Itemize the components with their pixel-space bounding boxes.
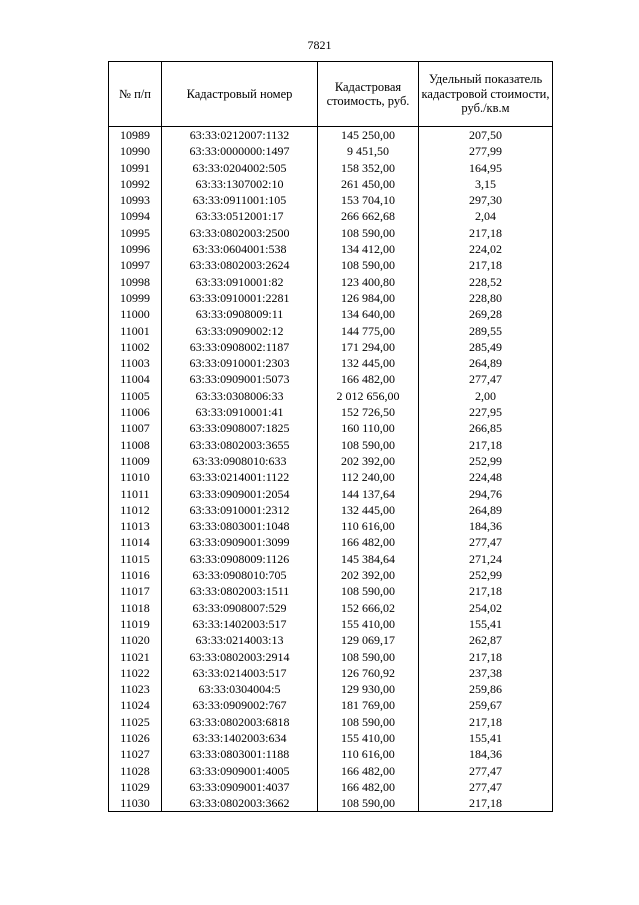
table-row [109, 453, 553, 469]
cell-row-number: 11017 [109, 583, 162, 599]
cell-specific-value: 207,50 [419, 127, 553, 144]
table-row [109, 437, 553, 453]
cell-cadastral-value: 132 445,00 [318, 502, 419, 518]
cell-cadastral-number: 63:33:0802003:2500 [162, 225, 318, 241]
table-row [109, 257, 553, 273]
cell-row-number: 11026 [109, 730, 162, 746]
cell-specific-value: 269,28 [419, 306, 553, 322]
cell-cadastral-value: 9 451,50 [318, 143, 419, 159]
table-row [109, 763, 553, 779]
table-row [109, 567, 553, 583]
header-row [109, 62, 553, 127]
cell-cadastral-number: 63:33:0802003:3655 [162, 437, 318, 453]
cell-row-number: 11000 [109, 306, 162, 322]
cell-cadastral-value: 129 069,17 [318, 632, 419, 648]
cell-cadastral-number: 63:33:1402003:517 [162, 616, 318, 632]
header-cadastral-value: Кадастровая стоимость, руб. [318, 62, 419, 127]
cell-cadastral-number: 63:33:0909002:767 [162, 697, 318, 713]
cell-row-number: 11022 [109, 665, 162, 681]
cell-row-number: 11008 [109, 437, 162, 453]
cell-cadastral-number: 63:33:0908010:705 [162, 567, 318, 583]
cell-cadastral-value: 171 294,00 [318, 339, 419, 355]
cell-cadastral-number: 63:33:0214003:13 [162, 632, 318, 648]
cell-cadastral-number: 63:33:0910001:82 [162, 274, 318, 290]
table-row [109, 714, 553, 730]
cell-cadastral-value: 108 590,00 [318, 437, 419, 453]
cell-row-number: 11001 [109, 323, 162, 339]
cell-cadastral-value: 110 616,00 [318, 518, 419, 534]
cell-cadastral-value: 158 352,00 [318, 160, 419, 176]
cell-row-number: 11030 [109, 795, 162, 812]
cell-row-number: 11002 [109, 339, 162, 355]
cell-cadastral-number: 63:33:0308006:33 [162, 388, 318, 404]
cell-cadastral-value: 108 590,00 [318, 225, 419, 241]
cell-specific-value: 264,89 [419, 502, 553, 518]
cell-row-number: 10992 [109, 176, 162, 192]
cell-row-number: 11009 [109, 453, 162, 469]
cell-specific-value: 264,89 [419, 355, 553, 371]
cell-specific-value: 277,47 [419, 779, 553, 795]
table-row [109, 746, 553, 762]
cell-cadastral-number: 63:33:0802003:6818 [162, 714, 318, 730]
cell-cadastral-value: 166 482,00 [318, 534, 419, 550]
header-cadastral-number: Кадастровый номер [162, 62, 318, 127]
cell-specific-value: 277,47 [419, 534, 553, 550]
table-row [109, 143, 553, 159]
cell-specific-value: 254,02 [419, 600, 553, 616]
table-row [109, 730, 553, 746]
cell-row-number: 11029 [109, 779, 162, 795]
cell-row-number: 11014 [109, 534, 162, 550]
cell-cadastral-value: 202 392,00 [318, 453, 419, 469]
cell-specific-value: 184,36 [419, 518, 553, 534]
cell-specific-value: 3,15 [419, 176, 553, 192]
cell-specific-value: 277,47 [419, 763, 553, 779]
cell-specific-value: 217,18 [419, 649, 553, 665]
cell-row-number: 10989 [109, 127, 162, 144]
cell-row-number: 11018 [109, 600, 162, 616]
table-row [109, 502, 553, 518]
cell-row-number: 11023 [109, 681, 162, 697]
cell-specific-value: 228,80 [419, 290, 553, 306]
cell-specific-value: 217,18 [419, 225, 553, 241]
cell-specific-value: 277,99 [419, 143, 553, 159]
cell-specific-value: 266,85 [419, 420, 553, 436]
cell-row-number: 11019 [109, 616, 162, 632]
cell-cadastral-value: 129 930,00 [318, 681, 419, 697]
cell-cadastral-number: 63:33:0910001:2312 [162, 502, 318, 518]
cell-row-number: 10991 [109, 160, 162, 176]
table-row [109, 486, 553, 502]
cell-cadastral-value: 2 012 656,00 [318, 388, 419, 404]
cell-row-number: 11024 [109, 697, 162, 713]
cell-cadastral-number: 63:33:0910001:2281 [162, 290, 318, 306]
table-row [109, 290, 553, 306]
cell-specific-value: 228,52 [419, 274, 553, 290]
cell-row-number: 11027 [109, 746, 162, 762]
table-row [109, 241, 553, 257]
cell-cadastral-number: 63:33:0909001:4005 [162, 763, 318, 779]
table-row [109, 583, 553, 599]
cell-cadastral-number: 63:33:0802003:3662 [162, 795, 318, 812]
table-row [109, 665, 553, 681]
cell-cadastral-value: 181 769,00 [318, 697, 419, 713]
table-header [109, 62, 553, 127]
table-row [109, 551, 553, 567]
cell-row-number: 10994 [109, 208, 162, 224]
table-row [109, 404, 553, 420]
cell-cadastral-value: 132 445,00 [318, 355, 419, 371]
cell-cadastral-number: 63:33:0803001:1188 [162, 746, 318, 762]
cell-cadastral-value: 134 640,00 [318, 306, 419, 322]
cell-row-number: 10990 [109, 143, 162, 159]
cell-cadastral-value: 126 984,00 [318, 290, 419, 306]
cell-row-number: 11020 [109, 632, 162, 648]
cell-specific-value: 2,00 [419, 388, 553, 404]
table-row [109, 306, 553, 322]
table-row [109, 616, 553, 632]
cell-cadastral-number: 63:33:0908009:1126 [162, 551, 318, 567]
cell-cadastral-value: 108 590,00 [318, 257, 419, 273]
cell-specific-value: 217,18 [419, 714, 553, 730]
cell-specific-value: 155,41 [419, 616, 553, 632]
table-row [109, 632, 553, 648]
cell-cadastral-number: 63:33:0802003:1511 [162, 583, 318, 599]
header-row-number: № п/п [109, 62, 162, 127]
cell-row-number: 11007 [109, 420, 162, 436]
cell-specific-value: 252,99 [419, 567, 553, 583]
table-row [109, 160, 553, 176]
table-row [109, 795, 553, 812]
table-row [109, 323, 553, 339]
cell-cadastral-value: 123 400,80 [318, 274, 419, 290]
cell-cadastral-value: 166 482,00 [318, 779, 419, 795]
table-row [109, 274, 553, 290]
cell-cadastral-value: 110 616,00 [318, 746, 419, 762]
cell-specific-value: 217,18 [419, 257, 553, 273]
cell-row-number: 10993 [109, 192, 162, 208]
table-row [109, 534, 553, 550]
cell-cadastral-value: 108 590,00 [318, 714, 419, 730]
cell-cadastral-value: 108 590,00 [318, 583, 419, 599]
cell-cadastral-number: 63:33:1307002:10 [162, 176, 318, 192]
cell-cadastral-value: 152 666,02 [318, 600, 419, 616]
table-row [109, 208, 553, 224]
cell-specific-value: 259,86 [419, 681, 553, 697]
cell-specific-value: 217,18 [419, 795, 553, 812]
cell-specific-value: 2,04 [419, 208, 553, 224]
cell-row-number: 10996 [109, 241, 162, 257]
cell-cadastral-value: 261 450,00 [318, 176, 419, 192]
table-row [109, 388, 553, 404]
cell-cadastral-number: 63:33:0910001:2303 [162, 355, 318, 371]
cell-cadastral-value: 126 760,92 [318, 665, 419, 681]
cell-cadastral-value: 145 250,00 [318, 127, 419, 144]
cell-row-number: 11011 [109, 486, 162, 502]
cell-specific-value: 217,18 [419, 583, 553, 599]
cell-row-number: 11015 [109, 551, 162, 567]
cell-row-number: 11005 [109, 388, 162, 404]
cell-specific-value: 164,95 [419, 160, 553, 176]
cell-specific-value: 155,41 [419, 730, 553, 746]
cell-row-number: 11025 [109, 714, 162, 730]
table-row [109, 339, 553, 355]
cell-cadastral-number: 63:33:0908007:529 [162, 600, 318, 616]
cell-row-number: 11010 [109, 469, 162, 485]
table-row [109, 600, 553, 616]
cell-row-number: 11006 [109, 404, 162, 420]
cell-cadastral-value: 266 662,68 [318, 208, 419, 224]
table-body [109, 127, 553, 812]
cell-cadastral-value: 112 240,00 [318, 469, 419, 485]
cell-row-number: 11004 [109, 371, 162, 387]
cell-specific-value: 227,95 [419, 404, 553, 420]
cell-row-number: 11016 [109, 567, 162, 583]
cell-cadastral-value: 202 392,00 [318, 567, 419, 583]
cell-cadastral-number: 63:33:0908002:1187 [162, 339, 318, 355]
cell-row-number: 11012 [109, 502, 162, 518]
cell-specific-value: 259,67 [419, 697, 553, 713]
cell-row-number: 11013 [109, 518, 162, 534]
cell-cadastral-value: 145 384,64 [318, 551, 419, 567]
page-number: 7821 [307, 38, 332, 52]
cell-row-number: 10998 [109, 274, 162, 290]
cell-specific-value: 294,76 [419, 486, 553, 502]
table-row [109, 420, 553, 436]
cell-cadastral-number: 63:33:0803001:1048 [162, 518, 318, 534]
cell-cadastral-value: 153 704,10 [318, 192, 419, 208]
cell-specific-value: 262,87 [419, 632, 553, 648]
table-row [109, 681, 553, 697]
table-row [109, 697, 553, 713]
table-row [109, 779, 553, 795]
cell-cadastral-number: 63:33:1402003:634 [162, 730, 318, 746]
cell-row-number: 10999 [109, 290, 162, 306]
cadastral-value-table [108, 61, 553, 812]
cell-cadastral-number: 63:33:0802003:2624 [162, 257, 318, 273]
cell-specific-value: 289,55 [419, 323, 553, 339]
cell-cadastral-number: 63:33:0909001:2054 [162, 486, 318, 502]
cell-cadastral-value: 144 775,00 [318, 323, 419, 339]
cell-specific-value: 271,24 [419, 551, 553, 567]
cell-specific-value: 277,47 [419, 371, 553, 387]
cell-row-number: 11003 [109, 355, 162, 371]
cell-cadastral-value: 166 482,00 [318, 763, 419, 779]
table-row [109, 355, 553, 371]
cell-cadastral-value: 134 412,00 [318, 241, 419, 257]
cell-cadastral-number: 63:33:0802003:2914 [162, 649, 318, 665]
table-row [109, 518, 553, 534]
cell-cadastral-number: 63:33:0212007:1132 [162, 127, 318, 144]
cell-row-number: 11021 [109, 649, 162, 665]
table-row [109, 225, 553, 241]
cell-cadastral-number: 63:33:0214001:1122 [162, 469, 318, 485]
cell-cadastral-number: 63:33:0908010:633 [162, 453, 318, 469]
cell-cadastral-number: 63:33:0909001:3099 [162, 534, 318, 550]
cell-specific-value: 184,36 [419, 746, 553, 762]
cell-cadastral-number: 63:33:0214003:517 [162, 665, 318, 681]
table-row [109, 176, 553, 192]
cell-cadastral-number: 63:33:0908009:11 [162, 306, 318, 322]
cell-row-number: 10997 [109, 257, 162, 273]
table-row [109, 127, 553, 144]
cell-specific-value: 285,49 [419, 339, 553, 355]
table-row [109, 469, 553, 485]
cell-cadastral-number: 63:33:0908007:1825 [162, 420, 318, 436]
cell-cadastral-number: 63:33:0512001:17 [162, 208, 318, 224]
cell-cadastral-number: 63:33:0000000:1497 [162, 143, 318, 159]
cell-specific-value: 224,48 [419, 469, 553, 485]
cell-specific-value: 237,38 [419, 665, 553, 681]
cell-cadastral-value: 144 137,64 [318, 486, 419, 502]
cell-cadastral-value: 166 482,00 [318, 371, 419, 387]
cell-cadastral-number: 63:33:0909001:5073 [162, 371, 318, 387]
table-row [109, 649, 553, 665]
cell-cadastral-number: 63:33:0604001:538 [162, 241, 318, 257]
cell-cadastral-number: 63:33:0910001:41 [162, 404, 318, 420]
cell-cadastral-number: 63:33:0204002:505 [162, 160, 318, 176]
cell-cadastral-number: 63:33:0909001:4037 [162, 779, 318, 795]
cell-cadastral-number: 63:33:0911001:105 [162, 192, 318, 208]
cell-cadastral-number: 63:33:0909002:12 [162, 323, 318, 339]
table-row [109, 192, 553, 208]
cell-specific-value: 217,18 [419, 437, 553, 453]
cell-specific-value: 252,99 [419, 453, 553, 469]
cell-cadastral-value: 108 590,00 [318, 795, 419, 812]
header-specific-value: Удельный показатель кадастровой стоимости, руб./кв.м [419, 62, 553, 127]
cell-cadastral-value: 108 590,00 [318, 649, 419, 665]
table-row [109, 371, 553, 387]
cell-specific-value: 224,02 [419, 241, 553, 257]
cell-cadastral-number: 63:33:0304004:5 [162, 681, 318, 697]
cell-cadastral-value: 160 110,00 [318, 420, 419, 436]
cell-cadastral-value: 155 410,00 [318, 730, 419, 746]
cell-row-number: 11028 [109, 763, 162, 779]
cell-cadastral-value: 152 726,50 [318, 404, 419, 420]
cell-row-number: 10995 [109, 225, 162, 241]
cell-cadastral-value: 155 410,00 [318, 616, 419, 632]
cell-specific-value: 297,30 [419, 192, 553, 208]
